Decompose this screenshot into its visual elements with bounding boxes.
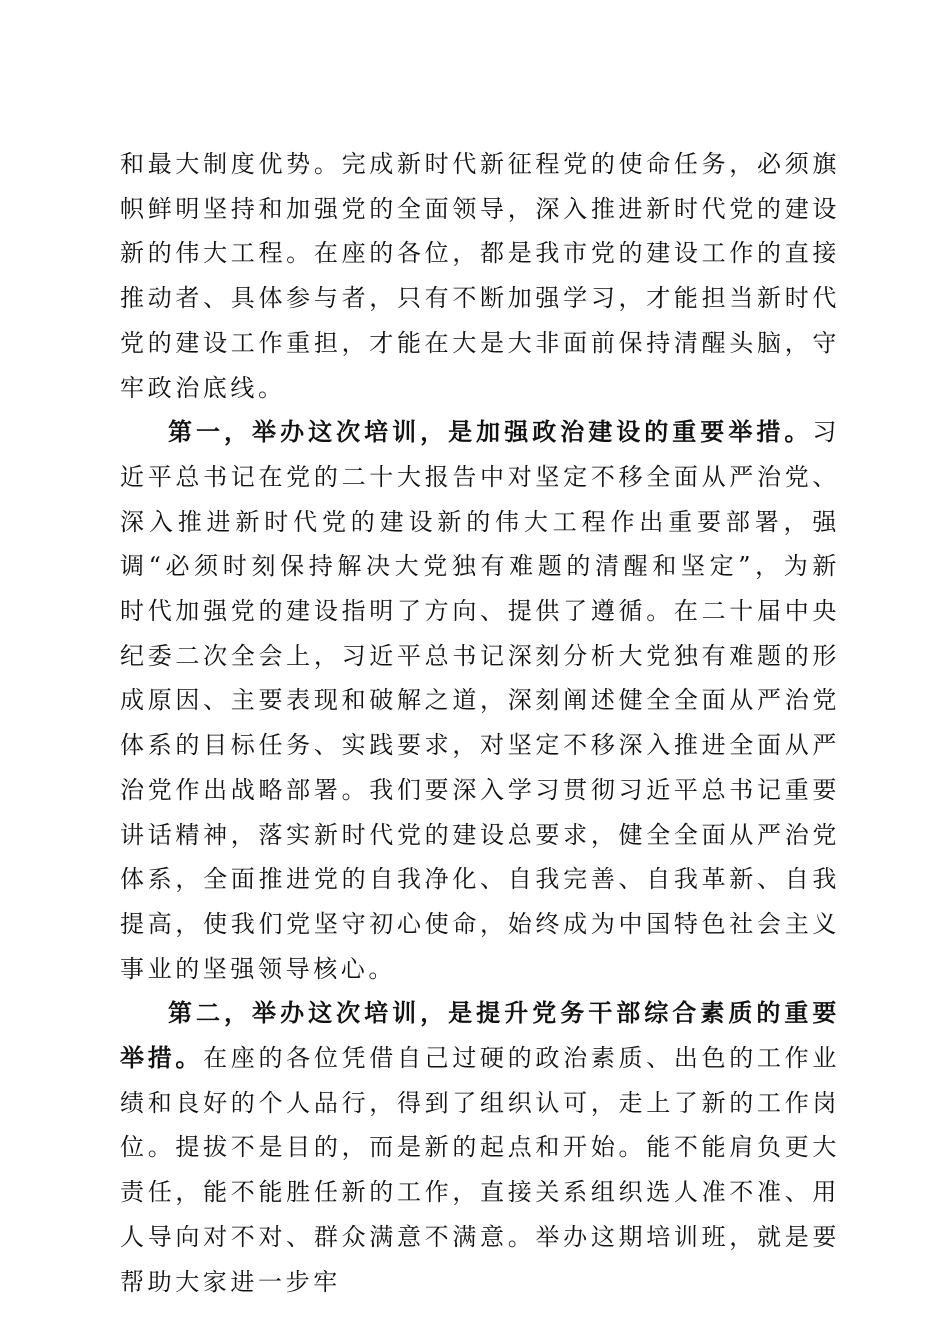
paragraph-text: 习近平总书记在党的二十大报告中对坚定不移全面从严治党、深入推进新时代党的建设新的伟大工程作出重要部署，强调“必须时刻保持解决大党独有难题的清醒和坚定”，为新时代加强党的建设指明了方向、提供了遵循。在二十届中央纪委二次全会上，习近平总书记深刻分析大党独有难题的形成原因、主要表现和破解之道，深刻阐述健全全面从严治党体系的目标任务、实践要求，对坚定不移深入推进全面从严治党作出战略部署。我们要深入学习贯彻习近平总书记重要讲话精神，落实新时代党的建设总要求，健全全面从严治党体系，全面推进党的自我净化、自我完善、自我革新、自我提高，使我们党坚守初心使命，始终成为中国特色社会主义事业的坚强领导核心。 — [120, 418, 840, 983]
document-page — [120, 142, 840, 1304]
paragraph-second-point — [120, 991, 840, 1304]
paragraph-text: 在座的各位凭借自己过硬的政治素质、出色的工作业绩和良好的个人品行，得到了组织认可，走上了新的工作岗位。提拔不是目的，而是新的起点和开始。能不能肩负更大责任，能不能胜任新的工作，直接关系组织选人准不准、用人导向对不对、群众满意不满意。举办这期培训班，就是要帮助大家进一步牢 — [120, 1044, 840, 1296]
paragraph-heading: 第二，举办这次培训，是提升党务干部综合素质的重要举措。 — [120, 998, 840, 1073]
paragraph-heading: 第一，举办这次培训，是加强政治建设的重要举措。 — [168, 417, 813, 447]
paragraph-text: 和最大制度优势。完成新时代新征程党的使命任务，必须旗帜鲜明坚持和加强党的全面领导，深入推进新时代党的建设新的伟大工程。在座的各位，都是我市党的建设工作的直接推动者、具体参与者，只有不断加强学习，才能担当新时代党的建设工作重担，才能在大是大非面前保持清醒头脑，守牢政治底线。 — [120, 150, 840, 402]
paragraph-continuation — [120, 142, 840, 410]
paragraph-first-point — [120, 410, 840, 991]
